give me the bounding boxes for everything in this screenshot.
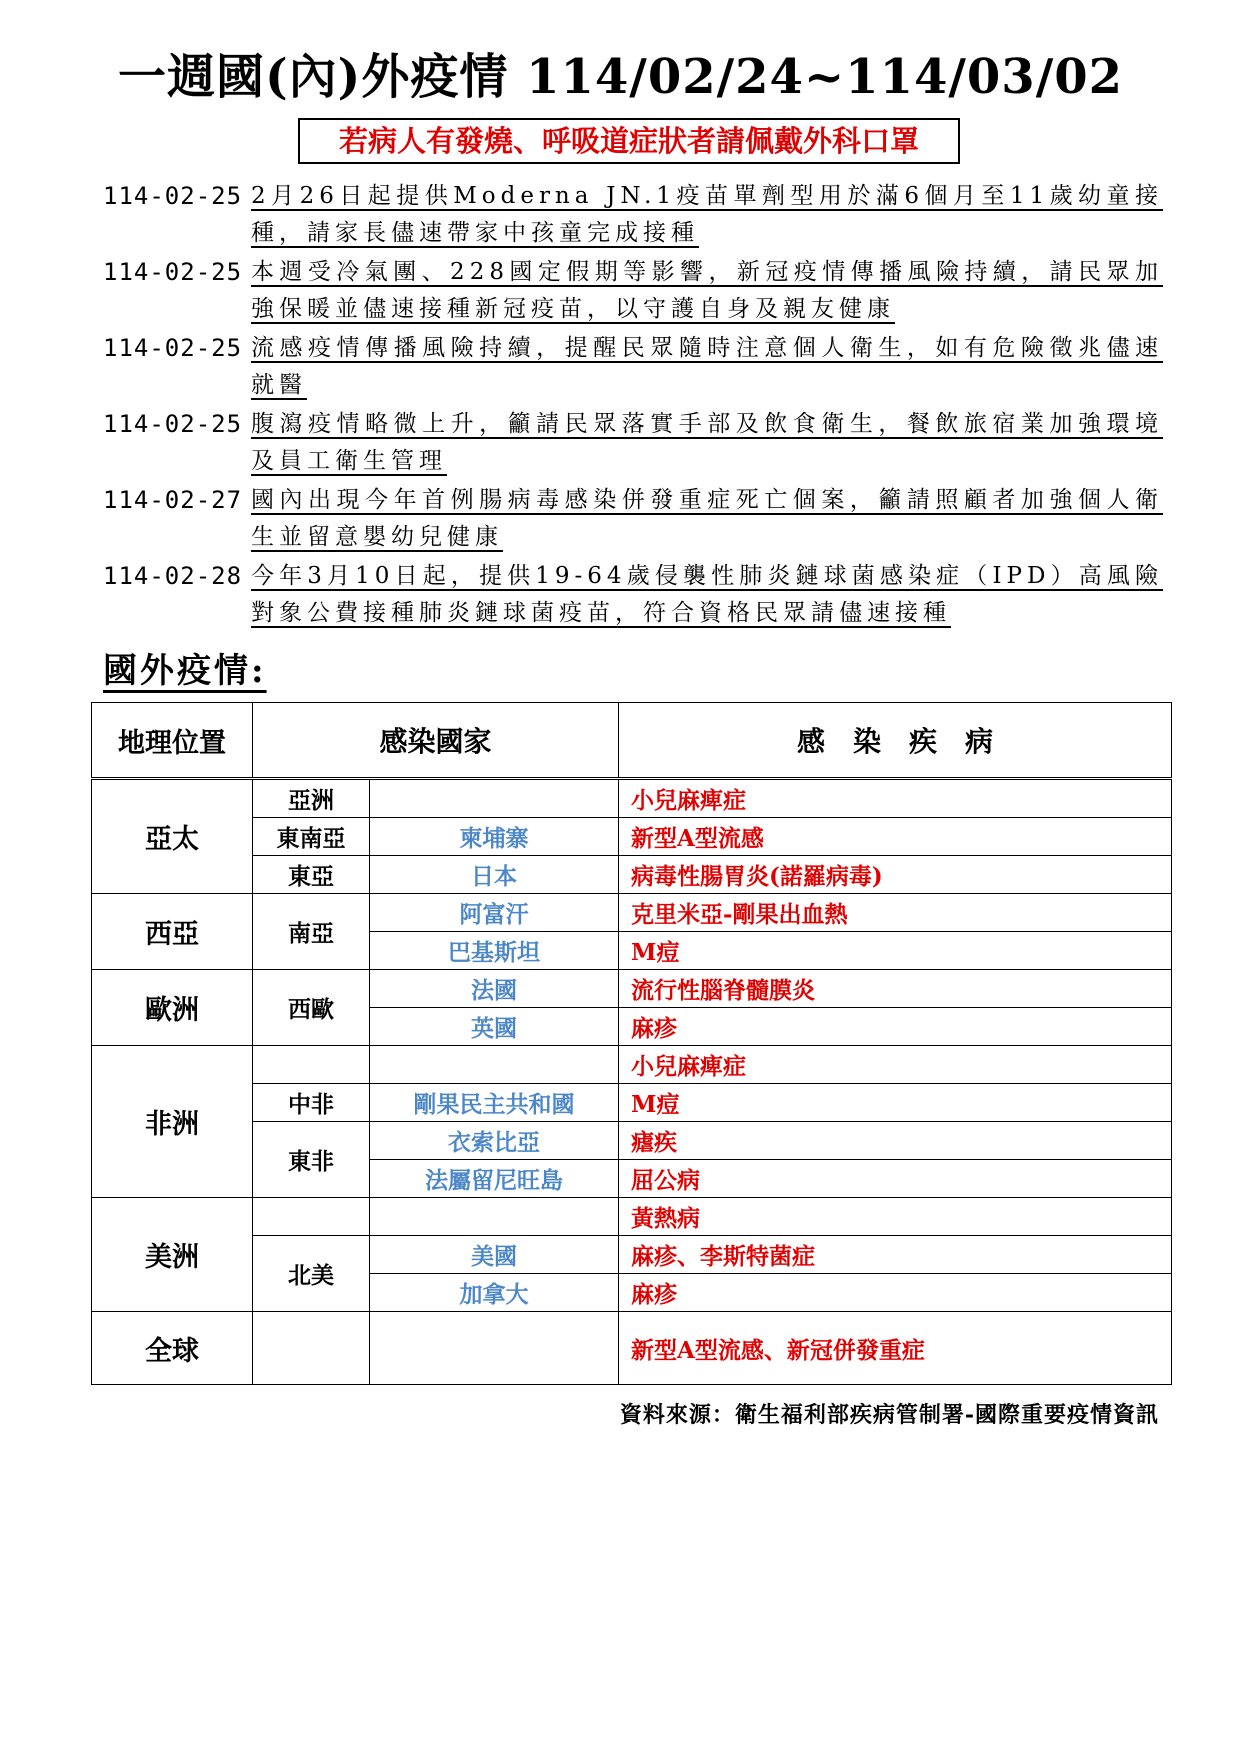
country-cell: 衣索比亞 (370, 1122, 619, 1160)
disease-cell: 瘧疾 (619, 1122, 1172, 1160)
news-date: 114-02-25 (103, 334, 243, 362)
country-cell: 巴基斯坦 (370, 932, 619, 970)
disease-cell: 流行性腦脊髓膜炎 (619, 970, 1172, 1008)
news-item (103, 330, 1163, 404)
region-cell: 全球 (92, 1312, 253, 1385)
subregion-cell (253, 1312, 370, 1385)
disease-cell: M痘 (619, 932, 1172, 970)
news-item (103, 482, 1163, 556)
page-title: 一週國(內)外疫情 114/02/24~114/03/02 (117, 49, 1124, 105)
table-row (92, 1122, 1172, 1160)
news-text: 本週受冷氣團、228國定假期等影響，新冠疫情傳播風險持續，請民眾加強保暖並儘速接種新冠疫苗，以守護自身及親友健康 (251, 259, 1163, 322)
news-date: 114-02-28 (103, 562, 243, 590)
subregion-cell: 東非 (253, 1122, 370, 1198)
subregion-cell: 北美 (253, 1236, 370, 1312)
news-date: 114-02-25 (103, 410, 243, 438)
news-date: 114-02-25 (103, 258, 243, 286)
disease-cell: 新型A型流感 (619, 818, 1172, 856)
table-row (92, 1198, 1172, 1236)
region-cell: 非洲 (92, 1046, 253, 1198)
subregion-cell: 南亞 (253, 894, 370, 970)
news-text: 今年3月10日起，提供19-64歲侵襲性肺炎鏈球菌感染症（IPD）高風險對象公費接種肺炎鏈球菌疫苗，符合資格民眾請儘速接種 (251, 563, 1163, 626)
news-item (103, 406, 1163, 480)
country-cell (370, 779, 619, 818)
news-item (103, 558, 1163, 632)
disease-cell: 屈公病 (619, 1160, 1172, 1198)
country-cell: 法屬留尼旺島 (370, 1160, 619, 1198)
table-row (92, 1084, 1172, 1122)
subregion-cell (253, 1046, 370, 1084)
table-row (92, 1046, 1172, 1084)
country-cell (370, 1312, 619, 1385)
news-text: 國內出現今年首例腸病毒感染併發重症死亡個案，籲請照顧者加強個人衛生並留意嬰幼兒健康 (251, 487, 1163, 550)
subregion-cell: 東南亞 (253, 818, 370, 856)
subregion-cell: 西歐 (253, 970, 370, 1046)
subregion-cell: 東亞 (253, 856, 370, 894)
disease-cell: 小兒麻痺症 (619, 779, 1172, 818)
section-title-foreign: 國外疫情: (103, 651, 267, 691)
header-disease: 感 染 疾 病 (619, 703, 1172, 779)
table-row (92, 856, 1172, 894)
disease-cell: 麻疹 (619, 1274, 1172, 1312)
news-text: 腹瀉疫情略微上升，籲請民眾落實手部及飲食衛生，餐飲旅宿業加強環境及員工衛生管理 (251, 411, 1163, 474)
subregion-cell (253, 1198, 370, 1236)
header-country: 感染國家 (253, 703, 619, 779)
table-row (92, 894, 1172, 932)
disease-cell: 小兒麻痺症 (619, 1046, 1172, 1084)
subregion-cell: 亞洲 (253, 779, 370, 818)
disease-cell: 黃熱病 (619, 1198, 1172, 1236)
subregion-cell: 中非 (253, 1084, 370, 1122)
news-date: 114-02-27 (103, 486, 243, 514)
table-header-row (92, 703, 1172, 779)
region-cell: 歐洲 (92, 970, 253, 1046)
foreign-epidemic-table (91, 702, 1172, 1385)
country-cell: 法國 (370, 970, 619, 1008)
region-cell: 西亞 (92, 894, 253, 970)
news-text: 流感疫情傳播風險持續，提醒民眾隨時注意個人衛生，如有危險徵兆儘速就醫 (251, 335, 1163, 398)
table-row (92, 1236, 1172, 1274)
data-source: 資料來源：衛生福利部疾病管制署-國際重要疫情資訊 (619, 1402, 1159, 1428)
header-region: 地理位置 (92, 703, 253, 779)
region-cell: 美洲 (92, 1198, 253, 1312)
country-cell: 柬埔寨 (370, 818, 619, 856)
country-cell: 美國 (370, 1236, 619, 1274)
mask-warning-box: 若病人有發燒、呼吸道症狀者請佩戴外科口罩 (298, 118, 960, 164)
country-cell (370, 1198, 619, 1236)
table-row (92, 779, 1172, 818)
country-cell (370, 1046, 619, 1084)
news-item (103, 254, 1163, 328)
news-item (103, 178, 1163, 252)
disease-cell: 麻疹、李斯特菌症 (619, 1236, 1172, 1274)
news-date: 114-02-25 (103, 182, 243, 210)
country-cell: 英國 (370, 1008, 619, 1046)
disease-cell: 麻疹 (619, 1008, 1172, 1046)
domestic-news-list (103, 178, 1163, 634)
country-cell: 加拿大 (370, 1274, 619, 1312)
disease-cell: M痘 (619, 1084, 1172, 1122)
region-cell: 亞太 (92, 779, 253, 894)
disease-cell: 克里米亞-剛果出血熱 (619, 894, 1172, 932)
country-cell: 剛果民主共和國 (370, 1084, 619, 1122)
news-text: 2月26日起提供Moderna JN.1疫苗單劑型用於滿6個月至11歲幼童接種，請家長儘速帶家中孩童完成接種 (251, 183, 1163, 246)
table-row (92, 1312, 1172, 1385)
country-cell: 阿富汗 (370, 894, 619, 932)
disease-cell: 新型A型流感、新冠併發重症 (619, 1312, 1172, 1385)
table-row (92, 970, 1172, 1008)
table-row (92, 818, 1172, 856)
disease-cell: 病毒性腸胃炎(諾羅病毒) (619, 856, 1172, 894)
country-cell: 日本 (370, 856, 619, 894)
